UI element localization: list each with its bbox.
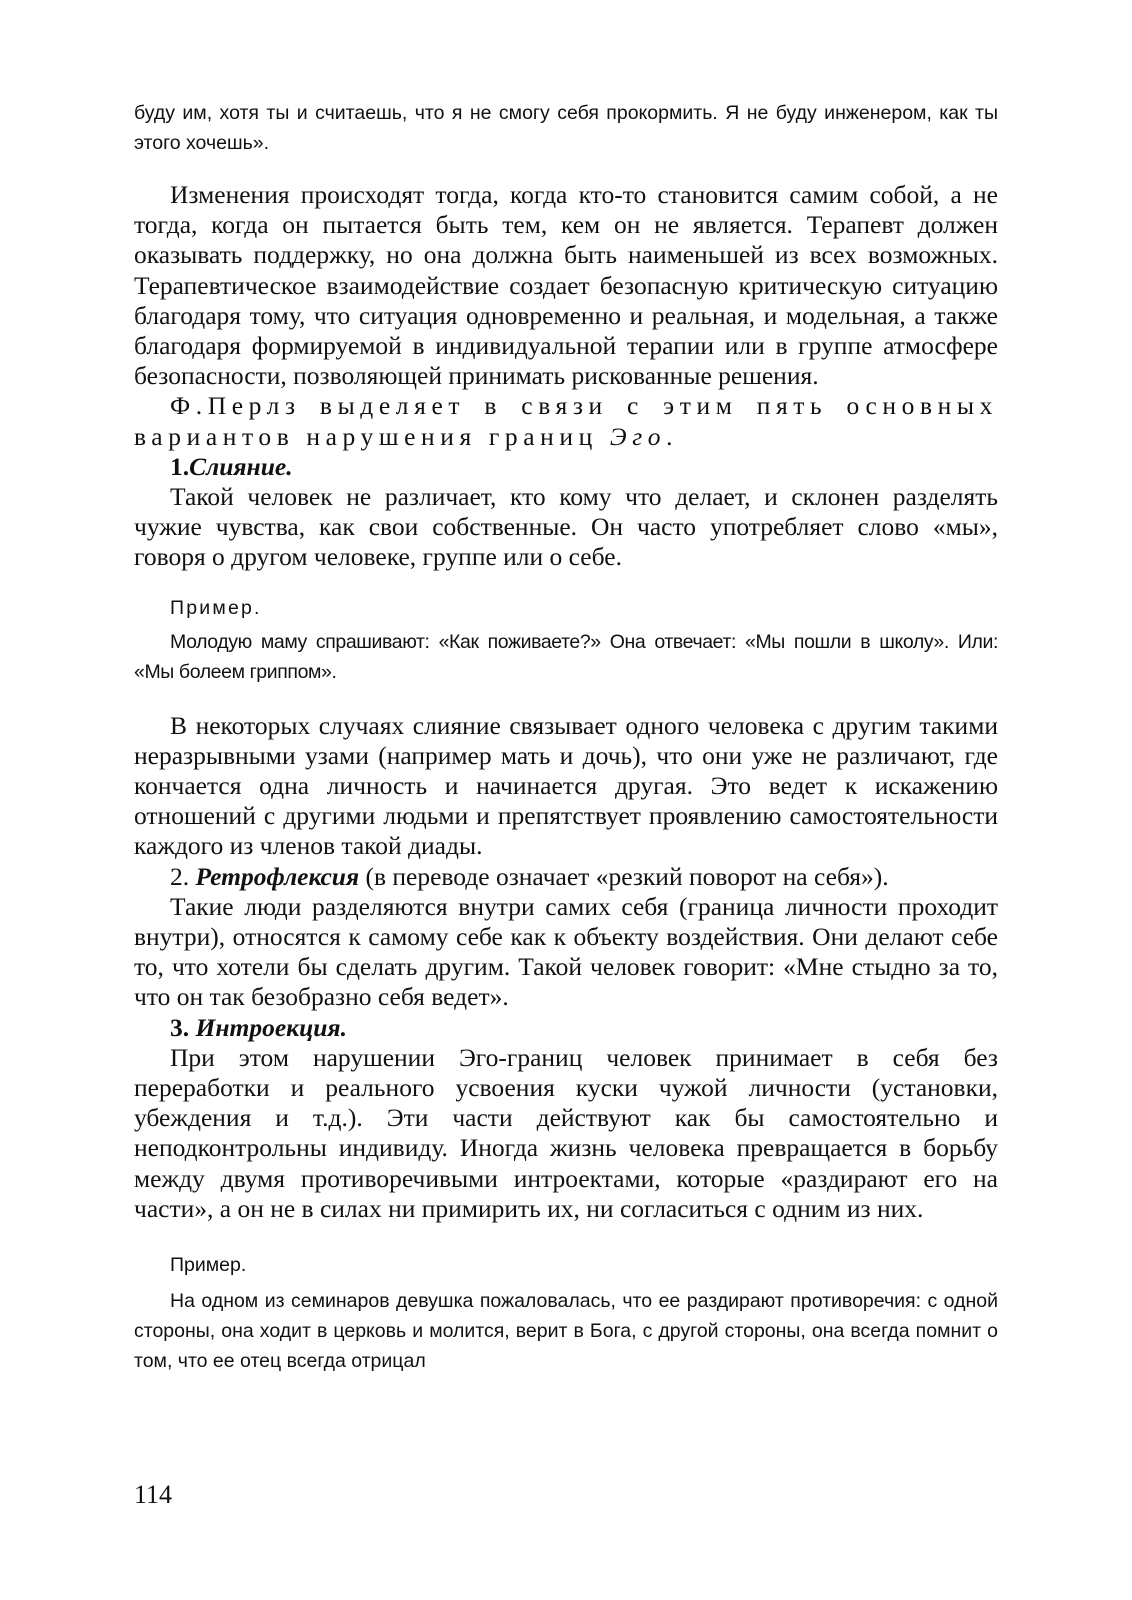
section-3-text: При этом нарушении Эго-границ человек принимает в себя без переработки и реального усвоения куски чужой личности (установки, убеждения и т.д.). Эти части действуют как бы самостоятельно и неподконтрольны индивиду. Иногда жизнь человека превращается в борьбу между двумя противоречивыми интроектами, которые «раздирают его на части», а он не в силах ни примирить их, ни согласиться с одним из них. bbox=[134, 1042, 998, 1223]
section-3-example-label: Пример. bbox=[170, 1254, 247, 1277]
section-3-number: 3. bbox=[170, 1012, 190, 1042]
section-1-text: Такой человек не различает, кто кому что делает, и склонен разделять чужие чувства, как свои собственные. Он часто употребляет слово «мы», говоря о другом человеке, группе или о себе. bbox=[134, 482, 998, 572]
section-2-title: Ретрофлексия bbox=[195, 861, 360, 891]
section-1-example-label: Пример. bbox=[170, 596, 262, 619]
paragraph-change: Изменения происходят тогда, когда кто-то становится самим собой, а не тогда, когда он пытается быть тем, кем он не является. Терапевт должен оказывать поддержку, но она должна быть наименьшей из всех возможных. Терапевтическое взаимодействие создает безопасную критическую ситуацию благодаря тому, что ситуация одновременно и реальная, и модельная, а также благодаря формируемой в индивидуальной терапии или в группе атмосфере безопасности, позволяющей принимать рискованные решения. bbox=[134, 180, 998, 391]
section-3-example-text: На одном из семинаров девушка пожаловалась, что ее раздирают противоречия: с одной стороны, она ходит в церковь и молится, верит в Бога, с другой стороны, она всегда помнит о том, что ее отец всегда отрицал bbox=[134, 1290, 998, 1373]
section-2-title-note: (в переводе означает «резкий поворот на себя»). bbox=[365, 861, 889, 891]
section-3-heading bbox=[134, 1013, 998, 1043]
section-3-title: Интроекция. bbox=[195, 1012, 347, 1042]
perls-intro-text: Ф.Перлз выделяет в связи с этим пять основных вариантов нарушения границ bbox=[134, 391, 998, 451]
section-2-number: 2. bbox=[170, 861, 190, 891]
paragraph-perls: Ф.Перлз выделяет в связи с этим пять основных вариантов нарушения границ Эго. bbox=[134, 391, 998, 451]
page-number: 114 bbox=[134, 1480, 173, 1509]
perls-ego-term: Эго bbox=[609, 421, 667, 451]
intro-quote: буду им, хотя ты и считаешь, что я не смогу себя прокормить. Я не буду инженером, как ты этого хочешь». bbox=[134, 102, 998, 154]
section-1-title: Слияние. bbox=[189, 451, 293, 481]
page-body bbox=[134, 98, 998, 1376]
section-1-after-text: В некоторых случаях слияние связывает одного человека с другим такими неразрывными узами (например мать и дочь), что они уже не различают, где кончается одна личность и начинается другая. Это ведет к искажению отношений с другими людьми и препятствует проявлению самостоятельности каждого из членов такой диады. bbox=[134, 710, 998, 861]
section-2-text: Такие люди разделяются внутри самих себя (граница личности проходит внутри), относятся к самому себе как к объекту воздействия. Они делают себе то, что хотели бы сделать другим. Такой человек говорит: «Мне стыдно за то, что он так безобразно себя ведет». bbox=[134, 891, 998, 1012]
section-1-heading bbox=[134, 452, 998, 482]
section-2-heading bbox=[134, 862, 998, 892]
section-1-example-text: Молодую маму спрашивают: «Как поживаете?» Она отвечает: «Мы пошли в школу». Или: «Мы болеем гриппом». bbox=[134, 630, 998, 683]
section-1-number: 1. bbox=[170, 451, 190, 481]
